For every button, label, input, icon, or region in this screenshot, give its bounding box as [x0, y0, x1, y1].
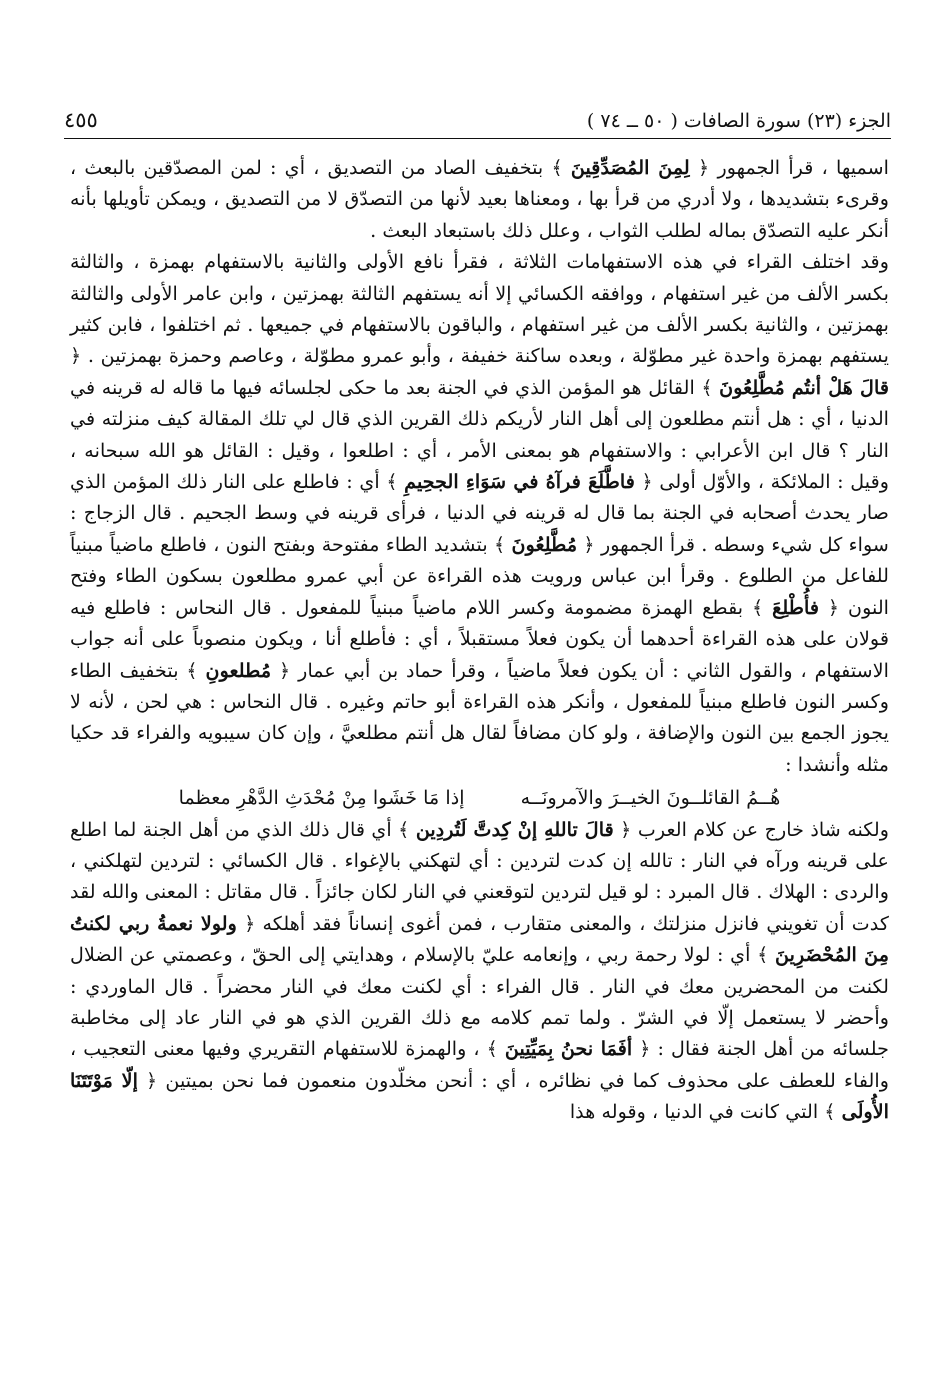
paragraph-1 [70, 152, 889, 246]
text-run: اسميها ، قرأ الجمهور [717, 156, 889, 179]
verse-first-hemistich: هُــمُ القائلــونَ الخيــرَ والآمرونَــه [520, 786, 781, 810]
poetry-verse [70, 780, 889, 813]
quran-quote-text: فأُطْلِعَ [772, 595, 820, 619]
running-header [64, 92, 891, 139]
quran-quote: ﴿ فاطَّلَعَ فرآهُ في سَوَاءِ الجحِيمِ ﴾ [386, 470, 653, 494]
tafsir-text [70, 152, 889, 1128]
text-run: ، والهمزة للاستفهام التقريري وفيها معنى التعجيب ، والفاء للعطف على محذوف كما في نظائره ، أي : أنحن مخلّدون منعمون فما نحن بميتين [70, 1037, 889, 1092]
paragraph-3 [70, 814, 889, 1128]
quran-quote-text: إلّا مَوْتَتَنَا الأُولَى [70, 1068, 889, 1124]
quran-quote: ﴿ قالَ تاللهِ إنْ كِدتَّ لَتُردِين ﴾ [398, 817, 632, 841]
quran-quote-text: مُطلعونِ [205, 658, 272, 682]
quran-quote-text: فاطَّلَعَ فرآهُ في سَوَاءِ الجحِيمِ [404, 470, 635, 494]
header-title: الجزء (٢٣) سورة الصافات ( ٥٠ ــ ٧٤ ) [586, 110, 891, 132]
quran-quote-text: لِمِنَ المُصَدِّقِينَ [570, 156, 690, 179]
text-run: وقد اختلف القراء في هذه الاستفهامات الثلاثة ، فقرأ نافع الأولى والثانية بالاستفهام بهمزة ، والثالثة بكسر الألف من غير استفهام ، ووافقه الكسائي إلا أنه يستفهم الثالثة بهمزتين ، وابن عامر الأولى والثالثة بهمزتين ، والثانية بكسر الألف من غير استفهام ، والباقون بالاستفهام في جميعها . ثم اختلفوا ، فابن كثير يستفهم بهمزة واحدة غير مطوّلة ، وبعده ساكنة خفيفة ، وأبو عمرو مطوّلة ، وعاصم وحمزة بهمزتين . [70, 250, 889, 368]
text-run: بتخفيف الطاء وكسر النون فاطلع مبنياً للمفعول ، وأنكر هذه القراءة أبو حاتم وغيره . قال النحاس : هي لحن ، لأنه لا يجوز الجمع بين النون والإضافة ، ولو كان مضافاً لقال هل أنتم مطلعيَّ ، وإن كان سيبويه والفراء قد حكيا مثله وأنشدا : [70, 658, 889, 776]
text-run: ولكنه شاذ خارج عن كلام العرب [637, 817, 890, 841]
verse-second-hemistich: إذا مَا خَشَوا مِنْ مُحْدَثِ الدَّهْرِ معظما [178, 786, 465, 810]
quran-quote-text: ولولا نعمةُ ربي لكنتُ مِنَ المُحْضَرِينَ [70, 911, 889, 967]
quran-quote-text: مُطَّلِعُونَ [511, 532, 578, 556]
quran-quote-text: أفَمَا نحنُ بِمَيِّتِينَ [504, 1037, 633, 1061]
quran-quote: ﴿ لِمِنَ المُصَدِّقِينَ ﴾ [551, 156, 710, 179]
text-run: التي كانت في الدنيا ، وقوله هذا [569, 1100, 819, 1124]
text-run: بتشديد الطاء مفتوحة وبفتح النون ، فاطلع ماضياً مبنياً للفاعل من الطلوع . وقرأ ابن عباس ورويت هذه القراءة عن أبي عمرو مطلعون بسكون الطاء وفتح النون [70, 532, 890, 619]
quran-quote-text: قالَ تاللهِ إنْ كِدتَّ لَتُردِين [415, 817, 614, 841]
quran-quote: ﴿ مُطلعونِ ﴾ [186, 658, 291, 682]
quran-quote: ﴿ مُطَّلِعُونَ ﴾ [493, 532, 595, 556]
text-run: القائل هو المؤمن الذي في الجنة بعد ما حكى لجلسائه فيها ما قاله له قرينه في الدنيا ، أي : هل أنتم مطلعون إلى أهل النار لأريكم ذلك القرين الذي قال لي تلك المقالة كيف منزلته في النار ؟ قال ابن الأعرابي : والاستفهام هو بمعنى الأمر ، أي : اطلعوا ، وقيل : القائل هو الله سبحانه ، وقيل : الملائكة ، والأوّل أولى [70, 375, 890, 494]
quran-quote: ﴿ إلّا مَوْتَتَنَا الأُولَى ﴾ [70, 1068, 889, 1124]
text-run: أي : لولا رحمة ربي ، وإنعامه عليّ بالإسلام ، وهدايتي إلى الحقّ ، وعصمتي عن الضلال لكنت من المحضرين معك في النار . قال الفراء : أي لكنت معك في النار محضراً . قال الماوردي : وأحضر لا يستعمل إلّا في الشرّ . ولما تمم كلامه مع ذلك القرين الذي هو في النار عاد إلى مخاطبة جلسائه من أهل الجنة فقال : [70, 943, 890, 1061]
quran-quote-text: قالَ هَلْ أنتُم مُطَّلِعُونَ [719, 375, 889, 399]
paragraph-2 [70, 246, 889, 780]
page-number: ٤٥٥ [64, 108, 98, 132]
quran-quote: ﴿ قالَ هَلْ أنتُم مُطَّلِعُونَ ﴾ [70, 344, 889, 399]
quran-quote: ﴿ فأُطْلِعَ ﴾ [752, 595, 840, 619]
text-run: أي قال ذلك الذي من أهل الجنة لما اطلع على قرينه ورآه في النار : تالله إن كدت لتردين : أي لتهكني بالإغواء . قال الكسائي : لتردين لتهلكني ، والردى : الهلاك . قال المبرد : لو قيل لتردين لتوقعني في النار لكان جائزاً . قال مقاتل : المعنى والله لقد كدت أن تغويني فانزل منزلتك ، والمعنى متقارب ، فمن أغوى إنساناً فقد أهلكه [70, 817, 889, 935]
quran-quote: ﴿ أفَمَا نحنُ بِمَيِّتِينَ ﴾ [486, 1037, 651, 1061]
text-run: أي : فاطلع على النار ذلك المؤمن الذي صار يحدث أصحابه في الجنة بما قال له قرينه في الدنيا ، فرأى قرينه في وسط الجحيم . قال الزجاج : سواء كل شيء وسطه . قرأ الجمهور [70, 470, 890, 556]
text-run: بتخفيف الصاد من التصديق ، أي : لمن المصدّقين بالبعث ، وقرىء بتشديدها ، ولا أدري من قرأ بها ، ومعناها بعيد لأنها من التصدّق لا من التصديق ، ويمكن تأويلها بأنه أنكر عليه التصدّق بماله لطلب الثواب ، وعلل ذلك باستبعاد البعث . [70, 156, 889, 242]
text-run: بقطع الهمزة مضمومة وكسر اللام ماضياً مبنياً للمفعول . قال النحاس : فاطلع فيه قولان على هذه القراءة أحدهما أن يكون فعلاً مستقبلاً ، أي : فأطلع أنا ، ويكون منصوباً على أنه جواب الاستفهام ، والقول الثاني : أن يكون فعلاً ماضياً ، وقرأ حماد بن أبي عمار [70, 595, 890, 682]
quran-quote: ﴿ ولولا نعمةُ ربي لكنتُ مِنَ المُحْضَرِينَ ﴾ [70, 911, 889, 967]
